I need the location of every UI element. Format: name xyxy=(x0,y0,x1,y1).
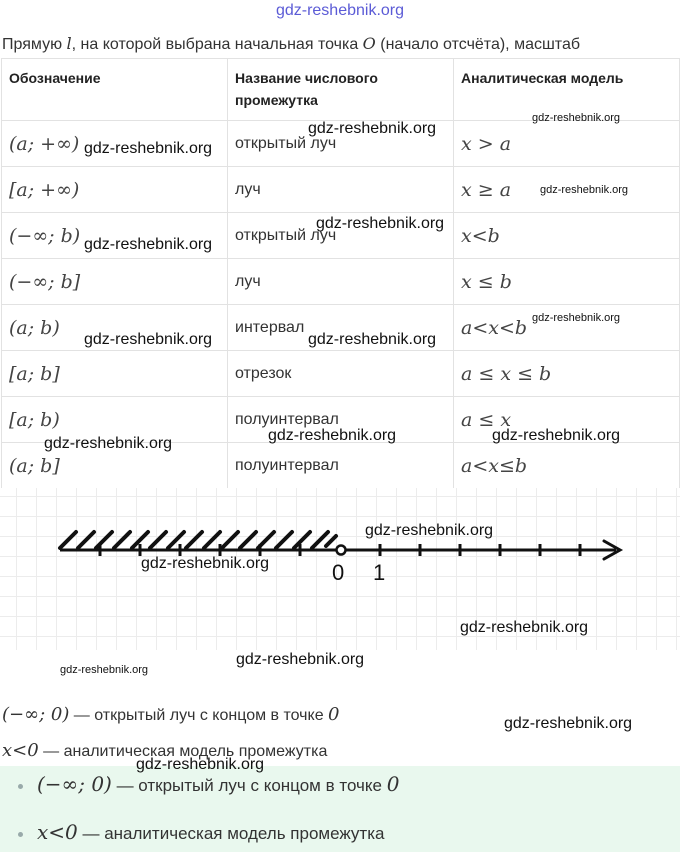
open-point-icon xyxy=(337,546,346,555)
name-cell: интервал xyxy=(228,305,454,351)
bullet-item: x<0 — аналитическая модель промежутка xyxy=(18,820,384,844)
name-cell: полуинтервал xyxy=(228,397,454,443)
explanation-line-1: (−∞; 0) — открытый луч с концом в точке 0 xyxy=(2,704,340,725)
model-cell: x<b xyxy=(461,224,500,247)
watermark: gdz-reshebnik.org xyxy=(308,331,437,348)
name-cell: луч xyxy=(228,259,454,305)
model-cell: x ≤ b xyxy=(461,270,512,293)
watermark: gdz-reshebnik.org xyxy=(141,555,270,572)
explanation-line-2: x<0 — аналитическая модель промежутка xyxy=(2,740,328,761)
model-cell: a<x≤b xyxy=(461,454,528,477)
watermark: gdz-reshebnik.org xyxy=(365,522,494,539)
intro-text: Прямую l, на которой выбрана начальная точка O (начало отсчёта), масштаб xyxy=(2,34,581,53)
watermark: gdz-reshebnik.org xyxy=(236,651,365,668)
watermark: gdz-reshebnik.org xyxy=(84,236,213,253)
bullet-item: (−∞; 0) — открытый луч с концом в точке 0 xyxy=(18,772,399,796)
name-cell: открытый луч xyxy=(228,213,454,259)
watermark: gdz-reshebnik.org xyxy=(84,331,213,348)
watermark: gdz-reshebnik.org xyxy=(492,427,621,444)
model-cell: a ≤ x ≤ b xyxy=(461,362,552,385)
name-cell: луч xyxy=(228,167,454,213)
notation-cell: (a; b) xyxy=(9,316,60,339)
notation-cell: [a; +∞) xyxy=(9,178,80,201)
watermark: gdz-reshebnik.org xyxy=(504,715,633,732)
watermark: gdz-reshebnik.org xyxy=(532,112,621,124)
header-model: Аналитическая модель xyxy=(454,59,680,121)
site-header-link[interactable]: gdz-reshebnik.org xyxy=(275,2,405,19)
notation-cell: (−∞; b) xyxy=(9,224,81,247)
watermark: gdz-reshebnik.org xyxy=(60,664,149,676)
notation-cell: [a; b] xyxy=(9,362,60,385)
model-cell: x ≥ a xyxy=(461,178,512,201)
model-cell: a ≤ x xyxy=(461,408,512,431)
model-cell: a<x<b xyxy=(461,316,528,339)
watermark: gdz-reshebnik.org xyxy=(136,756,265,773)
notation-cell: [a; b) xyxy=(9,408,60,431)
name-cell: полуинтервал xyxy=(228,443,454,489)
table-row xyxy=(2,259,680,305)
notation-cell: (a; b] xyxy=(9,454,60,477)
table-row xyxy=(2,351,680,397)
watermark: gdz-reshebnik.org xyxy=(268,427,397,444)
name-cell: открытый луч xyxy=(228,121,454,167)
bullet-dot-icon xyxy=(18,832,23,837)
model-cell: x > a xyxy=(461,132,512,155)
bullet-dot-icon xyxy=(18,784,23,789)
watermark: gdz-reshebnik.org xyxy=(84,140,213,157)
watermark: gdz-reshebnik.org xyxy=(308,120,437,137)
watermark: gdz-reshebnik.org xyxy=(532,312,621,324)
header-name: Название числового промежутка xyxy=(228,59,454,121)
summary-bullets xyxy=(0,766,680,852)
watermark: gdz-reshebnik.org xyxy=(316,215,445,232)
watermark: gdz-reshebnik.org xyxy=(540,184,629,196)
watermark: gdz-reshebnik.org xyxy=(44,435,173,452)
label-zero: 0 xyxy=(332,560,345,585)
notation-cell: (a; +∞) xyxy=(9,132,80,155)
header-notation: Обозначение xyxy=(2,59,228,121)
notation-cell: (−∞; b] xyxy=(9,270,81,293)
watermark: gdz-reshebnik.org xyxy=(460,619,589,636)
name-cell: отрезок xyxy=(228,351,454,397)
label-one: 1 xyxy=(373,560,386,585)
